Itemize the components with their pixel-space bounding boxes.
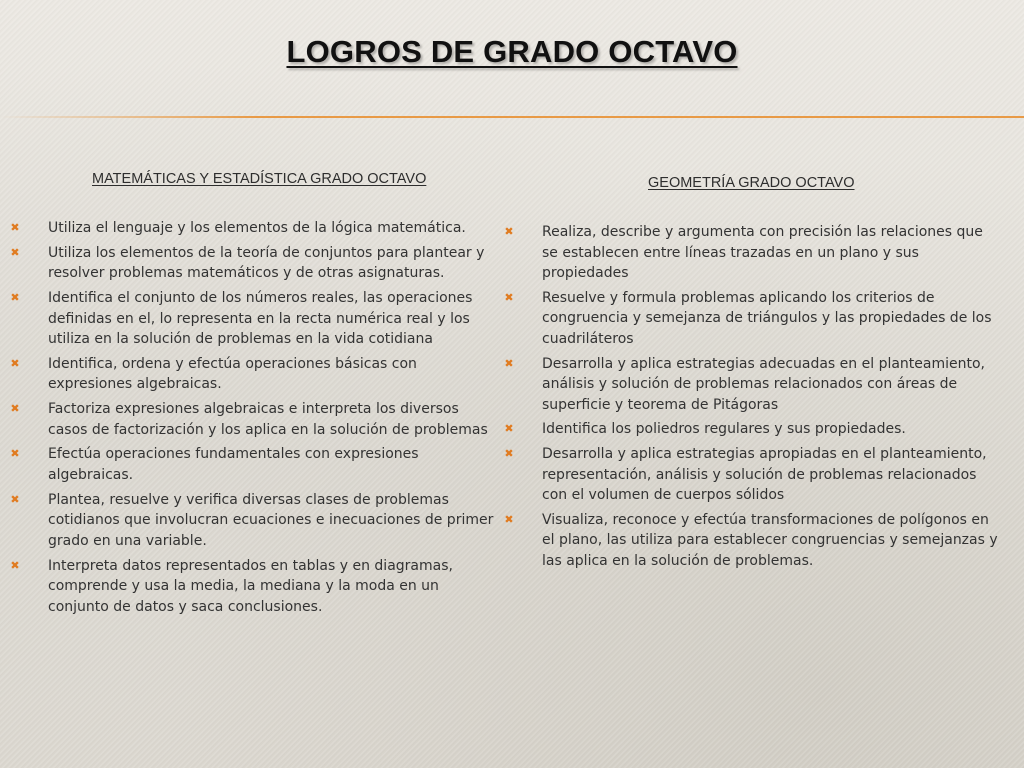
list-item: ✖ Desarrolla y aplica estrategias adecuadas en el planteamiento, análisis y solución de problemas relacionados con áreas de superficie y teorema de Pitágoras — [502, 354, 1002, 416]
x-mark-bullet-icon: ✖ — [10, 291, 20, 305]
list-item: ✖ Interpreta datos representados en tablas y en diagramas, comprende y usa la media, la mediana y la moda en un conjunto de datos y saca conclusiones. — [8, 556, 502, 618]
list-item: ✖ Desarrolla y aplica estrategias apropiadas en el planteamiento, representación, análisis y solución de problemas relacionados con el volumen de cuerpos sólidos — [502, 444, 1002, 506]
list-item: ✖ Resuelve y formula problemas aplicando los criterios de congruencia y semejanza de triángulos y las propiedades de los cuadriláteros — [502, 288, 1002, 350]
list-item: ✖ Plantea, resuelve y verifica diversas clases de problemas cotidianos que involucran ecuaciones e inecuaciones de primer grado en una variable. — [8, 490, 502, 552]
list-item: ✖ Realiza, describe y argumenta con precisión las relaciones que se establecen entre líneas trazadas en un plano y sus propiedades — [502, 222, 1002, 284]
x-mark-bullet-icon: ✖ — [504, 422, 514, 436]
list-item: ✖ Identifica, ordena y efectúa operaciones básicas con expresiones algebraicas. — [8, 354, 502, 395]
x-mark-bullet-icon: ✖ — [504, 512, 514, 526]
math-column-heading: MATEMÁTICAS Y ESTADÍSTICA GRADO OCTAVO — [92, 171, 427, 187]
x-mark-bullet-icon: ✖ — [10, 447, 20, 461]
x-mark-bullet-icon: ✖ — [504, 225, 514, 238]
x-mark-bullet-icon: ✖ — [10, 356, 20, 370]
list-item: ✖ Identifica los poliedros regulares y sus propiedades. — [502, 419, 1002, 440]
list-item: ✖ Visualiza, reconoce y efectúa transformaciones de polígonos en el plano, las utiliza para establecer congruencias y semejanzas y las aplica en la solución de problemas. — [502, 510, 1002, 572]
x-mark-bullet-icon: ✖ — [504, 447, 514, 461]
title-divider — [0, 116, 1024, 118]
x-mark-bullet-icon: ✖ — [10, 221, 20, 234]
list-item: ✖ Factoriza expresiones algebraicas e interpreta los diversos casos de factorización y los aplica en la solución de problemas — [8, 399, 502, 440]
x-mark-bullet-icon: ✖ — [10, 558, 20, 572]
geometry-achievements-list — [502, 222, 1002, 576]
list-item: ✖ Utiliza el lenguaje y los elementos de la lógica matemática. — [8, 218, 502, 239]
math-achievements-list — [8, 218, 502, 621]
list-item: ✖ Efectúa operaciones fundamentales con expresiones algebraicas. — [8, 444, 502, 485]
x-mark-bullet-icon: ✖ — [10, 492, 20, 506]
x-mark-bullet-icon: ✖ — [10, 245, 20, 259]
x-mark-bullet-icon: ✖ — [504, 356, 514, 370]
geometry-column-heading: GEOMETRÍA GRADO OCTAVO — [648, 175, 855, 191]
list-item: ✖ Identifica el conjunto de los números reales, las operaciones definidas en el, lo representa en la recta numérica real y los utiliza en la solución de problemas en la vida cotidiana — [8, 288, 502, 350]
list-item: ✖ Utiliza los elementos de la teoría de conjuntos para plantear y resolver problemas matemáticos y de otras asignaturas. — [8, 243, 502, 284]
x-mark-bullet-icon: ✖ — [504, 290, 514, 304]
slide-title: LOGROS DE GRADO OCTAVO — [286, 34, 738, 69]
x-mark-bullet-icon: ✖ — [10, 402, 20, 416]
